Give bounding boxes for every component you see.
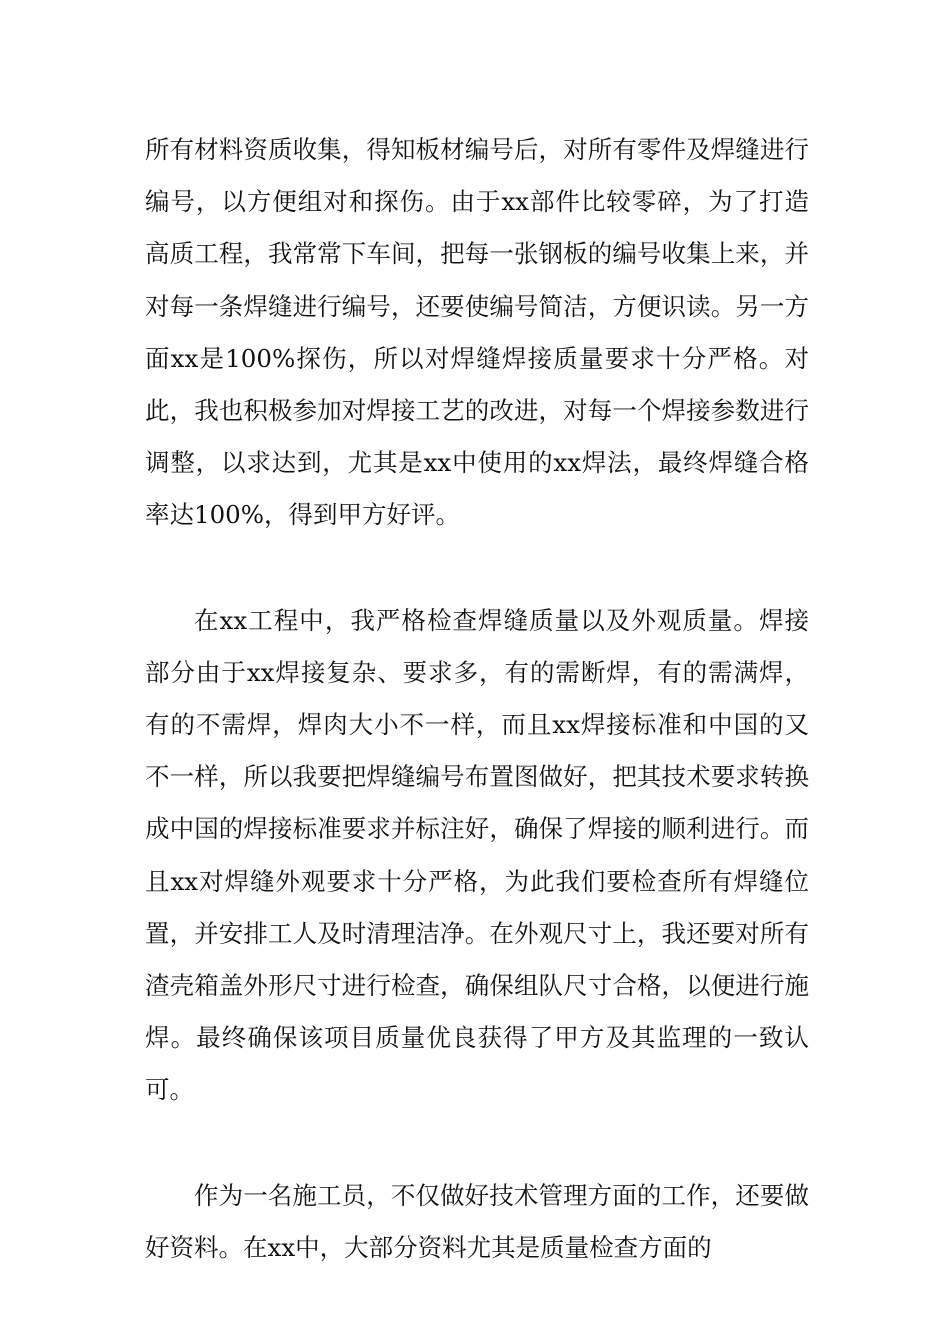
paragraph-documentation: 作为一名施工员，不仅做好技术管理方面的工作，还要做好资料。在xx中，大部分资料尤其是质量检查方面的 xyxy=(145,1180,809,1262)
paragraph-gap xyxy=(145,542,809,595)
paragraph-weld-inspection: 在xx工程中，我严格检查焊缝质量以及外观质量。焊接部分由于xx焊接复杂、要求多，有的需断焊，有的需满焊，有的不需焊，焊肉大小不一样，而且xx焊接标准和中国的又不一样，所以我要把焊缝编号布置图做好，把其技术要求转换成中国的焊接标准要求并标注好，确保了焊接的顺利进行。而且xx对焊缝外观要求十分严格，为此我们要检查所有焊缝位置，并安排工人及时清理洁净。在外观尺寸上，我还要对所有渣壳箱盖外形尺寸进行检查，确保组队尺寸合格，以便进行施焊。最终确保该项目质量优良获得了甲方及其监理的一致认可。 xyxy=(145,605,809,1105)
document-body xyxy=(145,124,809,1274)
paragraph-materials-numbering: 所有材料资质收集，得知板材编号后，对所有零件及焊缝进行编号，以方便组对和探伤。由于xx部件比较零碎，为了打造高质工程，我常常下车间，把每一张钢板的编号收集上来，并对每一条焊缝进行编号，还要使编号简洁，方便识读。另一方面xx是100%探伤，所以对焊缝焊接质量要求十分严格。对此，我也积极参加对焊接工艺的改进，对每一个焊接参数进行调整，以求达到，尤其是xx中使用的xx焊法，最终焊缝合格率达100%，得到甲方好评。 xyxy=(145,135,809,530)
paragraph-gap xyxy=(145,1117,809,1170)
